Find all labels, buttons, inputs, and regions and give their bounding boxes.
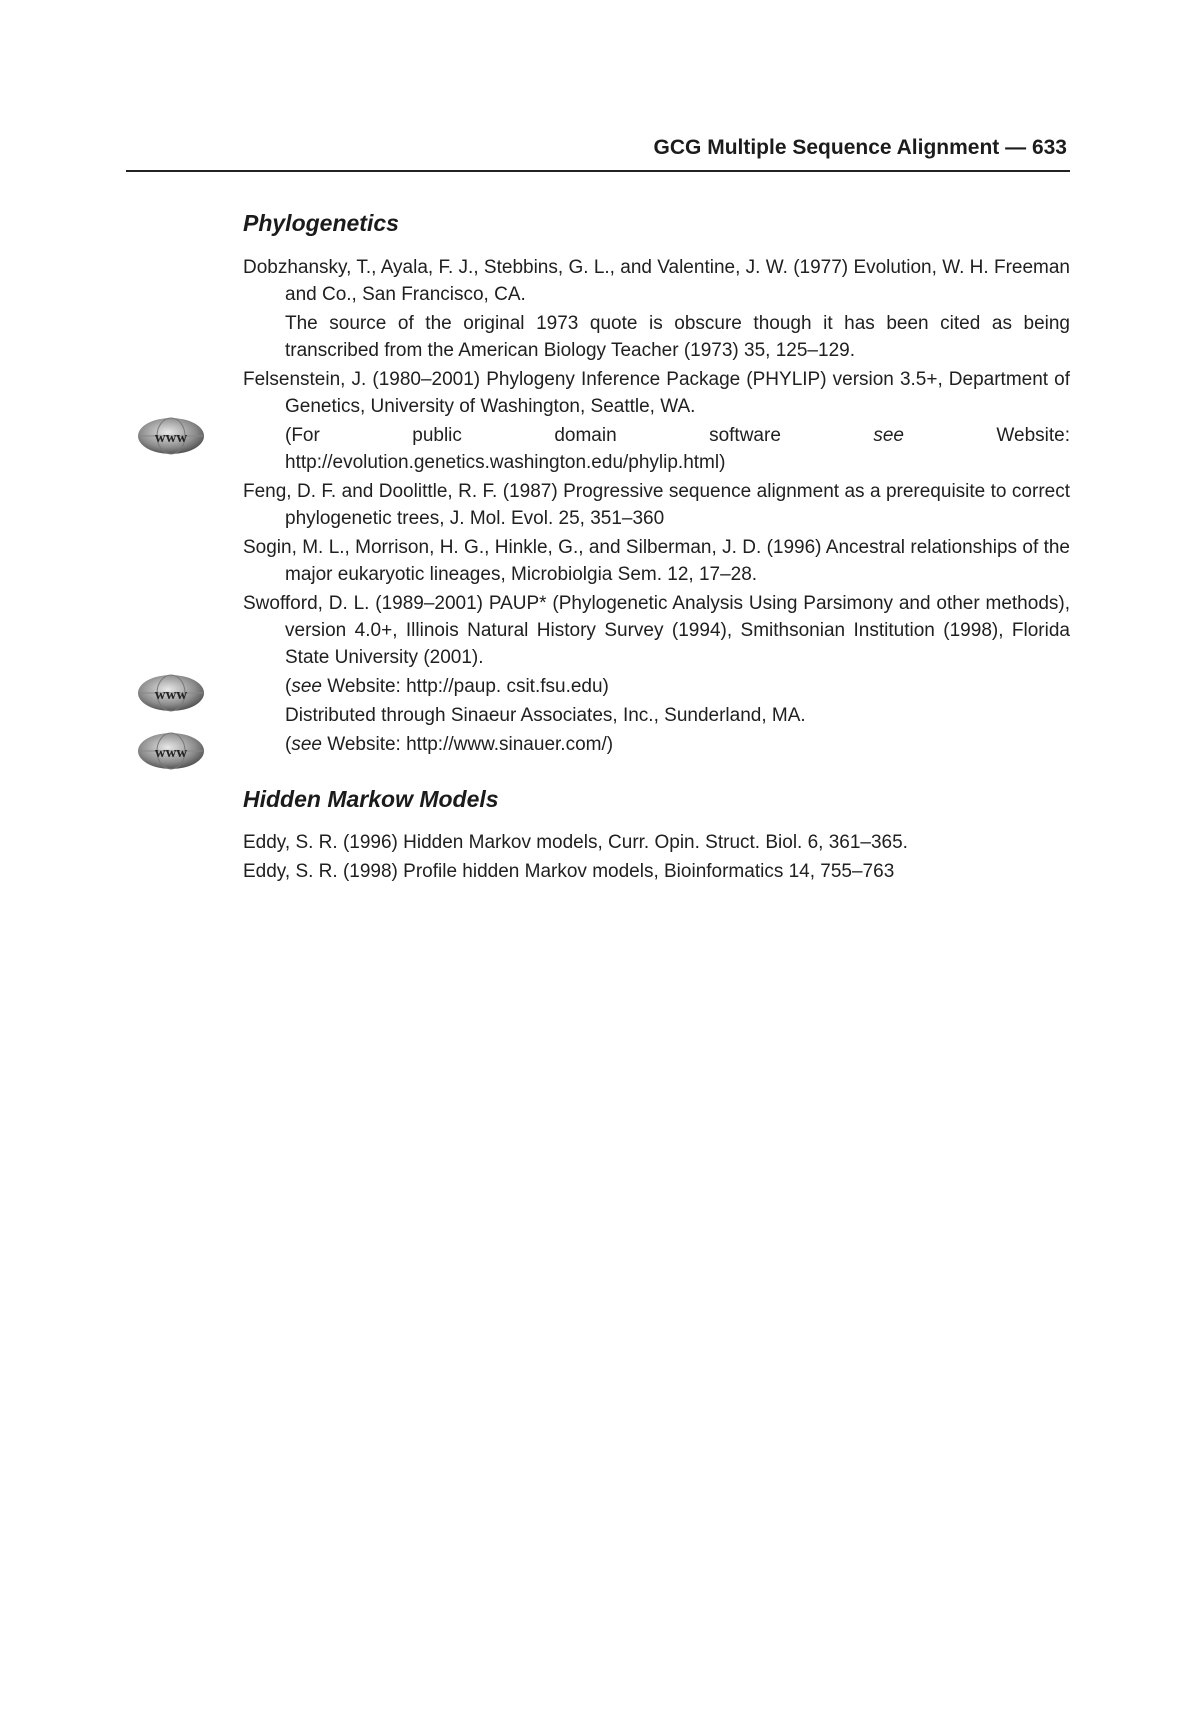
running-header xyxy=(126,136,1070,172)
reference-list-hmm xyxy=(243,829,1070,887)
www-globe-icon xyxy=(136,416,206,456)
reference-note: Distributed through Sinaeur Associates, Inc., Sunderland, MA. xyxy=(285,705,806,726)
section-title-phylogenetics: Phylogenetics xyxy=(243,210,399,236)
see-emphasis: see xyxy=(291,734,322,755)
www-globe-icon xyxy=(136,673,206,713)
reference-note: The source of the original 1973 quote is obscure though it has been cited as being transcribed from the American Biology Teacher (1973) 35, 125–129. xyxy=(285,313,1070,361)
reference-entry: Feng, D. F. and Doolittle, R. F. (1987) Progressive sequence alignment as a prerequisite to correct phylogenetic trees, J. Mol. Evol. 25, 351–360 xyxy=(243,481,1070,529)
see-emphasis: see xyxy=(291,676,322,697)
reference-entry: Felsenstein, J. (1980–2001) Phylogeny Inference Package (PHYLIP) version 3.5+, Department of Genetics, University of Washington, Seattle, WA. xyxy=(243,369,1070,417)
svg-text:www: www xyxy=(154,430,188,446)
reference-note: (see Website: http://www.sinauer.com/) xyxy=(285,734,614,755)
svg-text:www: www xyxy=(154,687,188,703)
reference-note: (see Website: http://paup. csit.fsu.edu) xyxy=(285,676,609,697)
see-emphasis: see xyxy=(873,425,904,446)
reference-note: (For public domain software see Website: http://evolution.genetics.washington.edu/phylip.html) xyxy=(285,425,1070,473)
svg-text:www: www xyxy=(154,745,188,761)
reference-list-phylogenetics xyxy=(243,254,1070,760)
www-globe-icon xyxy=(136,731,206,771)
running-title: GCG Multiple Sequence Alignment — 633 xyxy=(653,136,1067,159)
reference-entry: Swofford, D. L. (1989–2001) PAUP* (Phylogenetic Analysis Using Parsimony and other methods), version 4.0+, Illinois Natural History Survey (1994), Smithsonian Institution (1998), Florida State University (2001). xyxy=(243,593,1070,668)
section-title-hidden-markov-models: Hidden Markow Models xyxy=(243,786,499,812)
reference-entry: Eddy, S. R. (1996) Hidden Markov models, Curr. Opin. Struct. Biol. 6, 361–365. xyxy=(243,832,908,853)
reference-entry: Dobzhansky, T., Ayala, F. J., Stebbins, G. L., and Valentine, J. W. (1977) Evolution, W. H. Freeman and Co., San Francisco, CA. xyxy=(243,257,1070,305)
reference-entry: Eddy, S. R. (1998) Profile hidden Markov models, Bioinformatics 14, 755–763 xyxy=(243,861,895,882)
reference-entry: Sogin, M. L., Morrison, H. G., Hinkle, G., and Silberman, J. D. (1996) Ancestral relationships of the major eukaryotic lineages, Microbiolgia Sem. 12, 17–28. xyxy=(243,537,1070,585)
